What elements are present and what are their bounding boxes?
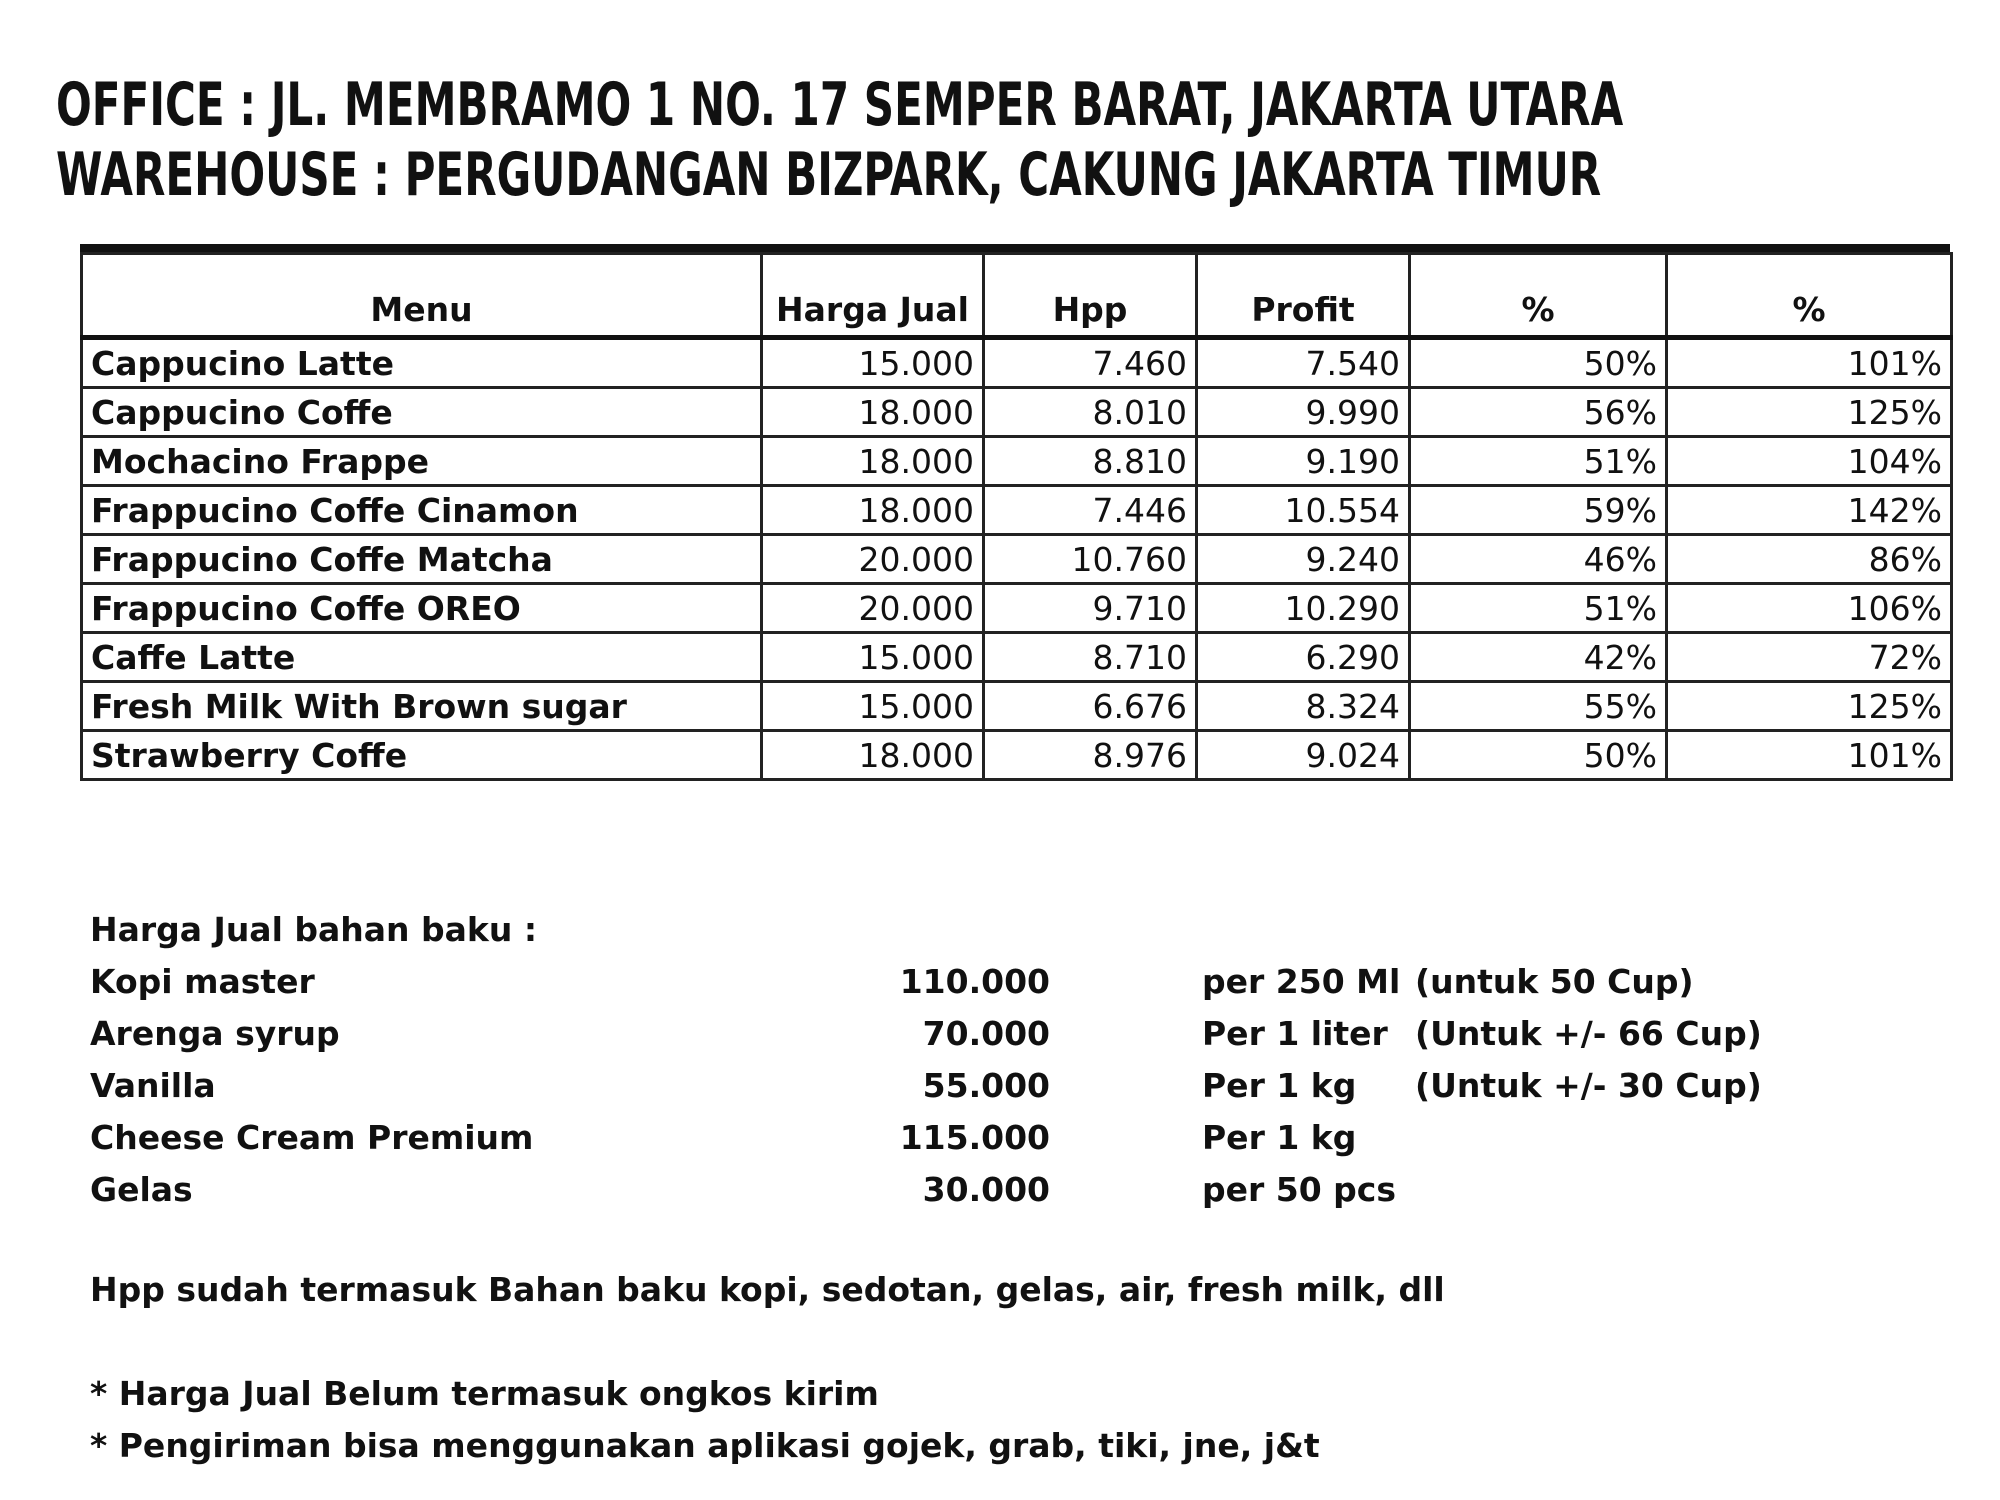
table-row xyxy=(82,486,1952,535)
margin-cell: 59% xyxy=(1410,486,1667,535)
material-name: Kopi master xyxy=(90,962,315,1001)
menu-cell: Mochacino Frappe xyxy=(82,437,762,486)
address-header xyxy=(56,70,1956,210)
material-note: (Untuk +/- 30 Cup) xyxy=(1415,1066,1762,1105)
column-header-profit: Profit xyxy=(1197,254,1410,338)
material-note: (Untuk +/- 66 Cup) xyxy=(1415,1014,1762,1053)
margin-cell: 56% xyxy=(1410,388,1667,437)
price-table xyxy=(80,252,1953,781)
harga-cell: 15.000 xyxy=(762,633,984,682)
column-header-percent-markup: % xyxy=(1667,254,1952,338)
harga-cell: 18.000 xyxy=(762,437,984,486)
table-row xyxy=(82,338,1952,388)
menu-cell: Strawberry Coffe xyxy=(82,731,762,780)
list-item xyxy=(90,1164,1890,1216)
hpp-cell: 8.976 xyxy=(984,731,1197,780)
price-table-container xyxy=(80,244,1950,781)
profit-cell: 10.290 xyxy=(1197,584,1410,633)
profit-cell: 6.290 xyxy=(1197,633,1410,682)
margin-cell: 51% xyxy=(1410,584,1667,633)
markup-cell: 125% xyxy=(1667,388,1952,437)
profit-cell: 9.240 xyxy=(1197,535,1410,584)
harga-cell: 18.000 xyxy=(762,388,984,437)
shipping-cost-note: * Harga Jual Belum termasuk ongkos kirim xyxy=(90,1374,879,1413)
profit-cell: 9.990 xyxy=(1197,388,1410,437)
menu-cell: Cappucino Latte xyxy=(82,338,762,388)
material-unit: Per 1 kg xyxy=(1202,1118,1357,1157)
profit-cell: 10.554 xyxy=(1197,486,1410,535)
margin-cell: 51% xyxy=(1410,437,1667,486)
material-price: 115.000 xyxy=(899,1118,1050,1157)
hpp-cell: 8.710 xyxy=(984,633,1197,682)
list-item xyxy=(90,1060,1890,1112)
table-row xyxy=(82,633,1952,682)
menu-cell: Fresh Milk With Brown sugar xyxy=(82,682,762,731)
column-header-harga-jual: Harga Jual xyxy=(762,254,984,338)
margin-cell: 50% xyxy=(1410,338,1667,388)
hpp-cell: 10.760 xyxy=(984,535,1197,584)
hpp-note-section xyxy=(90,1264,1890,1316)
column-header-percent-margin: % xyxy=(1410,254,1667,338)
material-name: Vanilla xyxy=(90,1066,216,1105)
hpp-cell: 6.676 xyxy=(984,682,1197,731)
material-unit: per 250 Ml xyxy=(1202,962,1401,1001)
hpp-cell: 8.010 xyxy=(984,388,1197,437)
raw-materials-heading: Harga Jual bahan baku : xyxy=(90,910,538,949)
harga-cell: 20.000 xyxy=(762,584,984,633)
harga-cell: 15.000 xyxy=(762,338,984,388)
markup-cell: 125% xyxy=(1667,682,1952,731)
material-price: 30.000 xyxy=(922,1170,1050,1209)
table-row xyxy=(82,682,1952,731)
list-item xyxy=(90,956,1890,1008)
profit-cell: 7.540 xyxy=(1197,338,1410,388)
material-note: (untuk 50 Cup) xyxy=(1415,962,1694,1001)
menu-cell: Caffe Latte xyxy=(82,633,762,682)
profit-cell: 9.024 xyxy=(1197,731,1410,780)
material-price: 70.000 xyxy=(922,1014,1050,1053)
menu-cell: Frappucino Coffe Matcha xyxy=(82,535,762,584)
hpp-cell: 7.446 xyxy=(984,486,1197,535)
list-item xyxy=(90,1008,1890,1060)
menu-cell: Frappucino Coffe Cinamon xyxy=(82,486,762,535)
menu-cell: Frappucino Coffe OREO xyxy=(82,584,762,633)
margin-cell: 42% xyxy=(1410,633,1667,682)
markup-cell: 106% xyxy=(1667,584,1952,633)
hpp-note: Hpp sudah termasuk Bahan baku kopi, sedotan, gelas, air, fresh milk, dll xyxy=(90,1270,1445,1309)
warehouse-address: WAREHOUSE : PERGUDANGAN BIZPARK, CAKUNG JAKARTA TIMUR xyxy=(56,140,1602,210)
harga-cell: 15.000 xyxy=(762,682,984,731)
table-row xyxy=(82,535,1952,584)
column-header-menu: Menu xyxy=(82,254,762,338)
material-name: Gelas xyxy=(90,1170,193,1209)
margin-cell: 50% xyxy=(1410,731,1667,780)
office-address: OFFICE : JL. MEMBRAMO 1 NO. 17 SEMPER BARAT, JAKARTA UTARA xyxy=(56,70,1624,140)
hpp-cell: 7.460 xyxy=(984,338,1197,388)
harga-cell: 20.000 xyxy=(762,535,984,584)
list-item xyxy=(90,1112,1890,1164)
material-unit: per 50 pcs xyxy=(1202,1170,1397,1209)
markup-cell: 86% xyxy=(1667,535,1952,584)
markup-cell: 72% xyxy=(1667,633,1952,682)
markup-cell: 142% xyxy=(1667,486,1952,535)
material-unit: Per 1 kg xyxy=(1202,1066,1357,1105)
markup-cell: 104% xyxy=(1667,437,1952,486)
table-header-row xyxy=(82,254,1952,338)
table-row xyxy=(82,437,1952,486)
footnotes-section xyxy=(90,1368,1890,1472)
menu-cell: Cappucino Coffe xyxy=(82,388,762,437)
markup-cell: 101% xyxy=(1667,338,1952,388)
column-header-hpp: Hpp xyxy=(984,254,1197,338)
hpp-cell: 9.710 xyxy=(984,584,1197,633)
margin-cell: 46% xyxy=(1410,535,1667,584)
harga-cell: 18.000 xyxy=(762,731,984,780)
hpp-cell: 8.810 xyxy=(984,437,1197,486)
table-row xyxy=(82,388,1952,437)
table-row xyxy=(82,584,1952,633)
delivery-note: * Pengiriman bisa menggunakan aplikasi gojek, grab, tiki, jne, j&t xyxy=(90,1426,1320,1465)
table-row xyxy=(82,731,1952,780)
material-unit: Per 1 liter xyxy=(1202,1014,1388,1053)
harga-cell: 18.000 xyxy=(762,486,984,535)
material-price: 55.000 xyxy=(922,1066,1050,1105)
material-price: 110.000 xyxy=(899,962,1050,1001)
profit-cell: 9.190 xyxy=(1197,437,1410,486)
material-name: Arenga syrup xyxy=(90,1014,340,1053)
profit-cell: 8.324 xyxy=(1197,682,1410,731)
material-name: Cheese Cream Premium xyxy=(90,1118,534,1157)
raw-materials-section xyxy=(90,904,1890,1216)
margin-cell: 55% xyxy=(1410,682,1667,731)
markup-cell: 101% xyxy=(1667,731,1952,780)
